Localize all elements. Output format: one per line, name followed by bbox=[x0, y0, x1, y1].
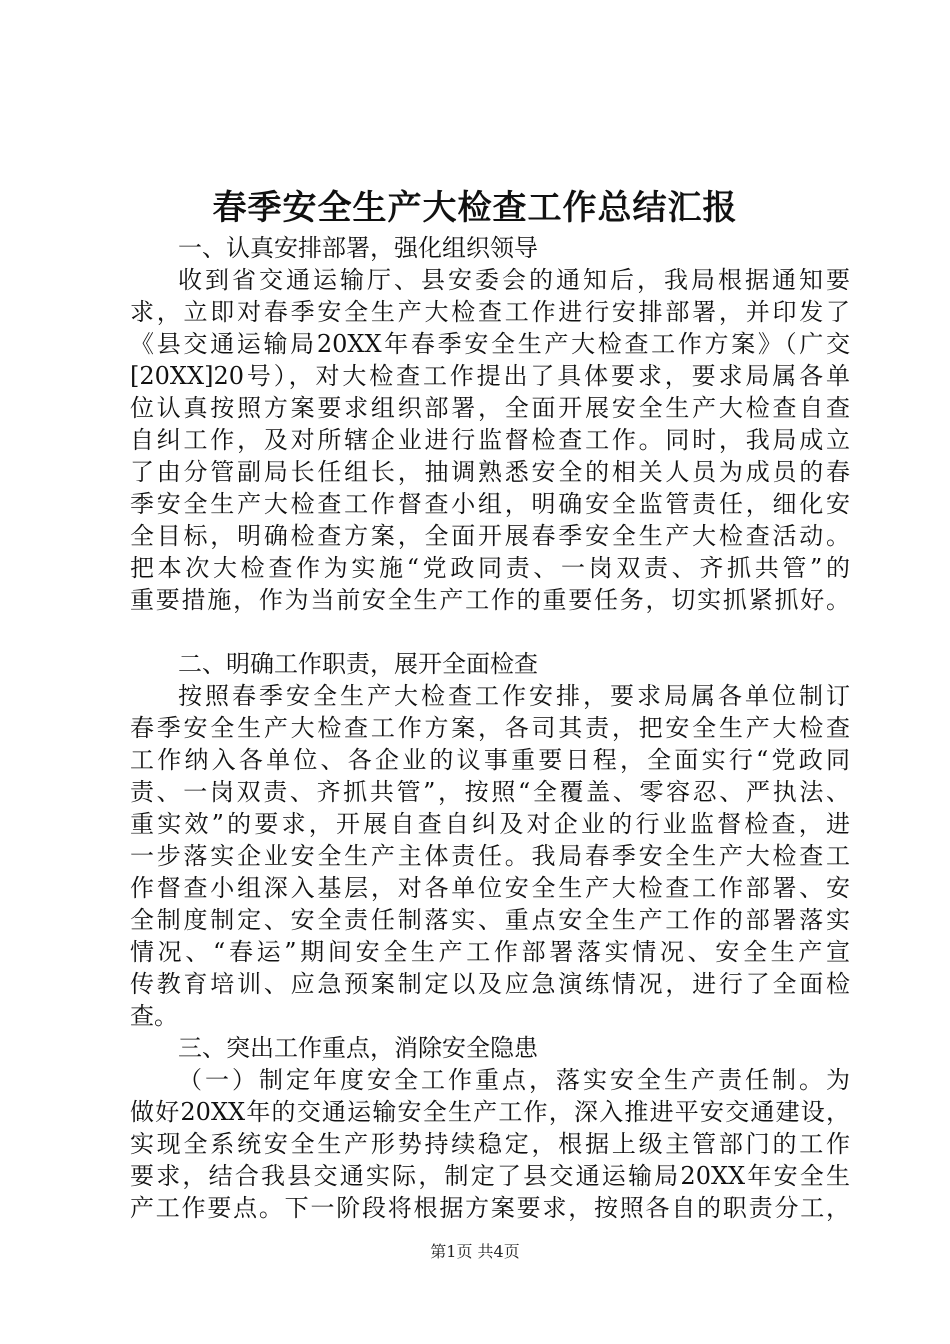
text-line: （一）制定年度安全工作重点，落实安全生产责任制。为 bbox=[178, 1066, 850, 1094]
text-line: 作督查小组深入基层，对各单位安全生产大检查工作部署、安 bbox=[130, 874, 850, 902]
text-line: 要求，结合我县交通实际，制定了县交通运输局20XX年安全生 bbox=[130, 1162, 850, 1190]
text-line: 责、一岗双责、齐抓共管”，按照“全覆盖、零容忍、严执法、 bbox=[130, 778, 850, 806]
text-line: 二、明确工作职责，展开全面检查 bbox=[178, 650, 538, 678]
text-line: 查。 bbox=[130, 1002, 178, 1030]
text-line: 把本次大检查作为实施“党政同责、一岗双责、齐抓共管”的 bbox=[130, 554, 850, 582]
text-line: 全制度制定、安全责任制落实、重点安全生产工作的部署落实 bbox=[130, 906, 850, 934]
page-footer: 第1页 共4页 bbox=[430, 1242, 520, 1261]
text-line: 一、认真安排部署，强化组织领导 bbox=[178, 234, 538, 262]
text-line: 收到省交通运输厅、县安委会的通知后，我局根据通知要 bbox=[178, 266, 850, 294]
text-line: 情况、“春运”期间安全生产工作部署落实情况、安全生产宣 bbox=[130, 938, 850, 966]
text-line: 按照春季安全生产大检查工作安排，要求局属各单位制订 bbox=[178, 682, 850, 710]
text-line: 季安全生产大检查工作督查小组，明确安全监管责任，细化安 bbox=[130, 490, 850, 518]
text-line: 实现全系统安全生产形势持续稳定，根据上级主管部门的工作 bbox=[130, 1130, 850, 1158]
text-line: 重要措施，作为当前安全生产工作的重要任务，切实抓紧抓好。 bbox=[130, 586, 850, 614]
text-line: 春季安全生产大检查工作方案，各司其责，把安全生产大检查 bbox=[130, 714, 850, 742]
text-line: 工作纳入各单位、各企业的议事重要日程，全面实行“党政同 bbox=[130, 746, 850, 774]
text-line: 全目标，明确检查方案，全面开展春季安全生产大检查活动。 bbox=[130, 522, 850, 550]
text-line: 一步落实企业安全生产主体责任。我局春季安全生产大检查工 bbox=[130, 842, 850, 870]
text-line: 重实效”的要求，开展自查自纠及对企业的行业监督检查，进 bbox=[130, 810, 850, 838]
document-body bbox=[130, 232, 850, 1224]
text-line: 自纠工作，及对所辖企业进行监督检查工作。同时，我局成立 bbox=[130, 426, 850, 454]
text-line: 了由分管副局长任组长，抽调熟悉安全的相关人员为成员的春 bbox=[130, 458, 850, 486]
document-title: 春季安全生产大检查工作总结汇报 bbox=[212, 188, 738, 228]
text-line: 《县交通运输局20XX年春季安全生产大检查工作方案》（广交 bbox=[130, 330, 850, 358]
text-line: [20XX]20号），对大检查工作提出了具体要求，要求局属各单 bbox=[130, 362, 850, 390]
text-line: 求，立即对春季安全生产大检查工作进行安排部署，并印发了 bbox=[130, 298, 850, 326]
text-line: 做好20XX年的交通运输安全生产工作，深入推进平安交通建设， bbox=[130, 1098, 850, 1126]
text-line: 三、突出工作重点，消除安全隐患 bbox=[178, 1034, 538, 1062]
text-line: 产工作要点。下一阶段将根据方案要求，按照各自的职责分工， bbox=[130, 1194, 850, 1222]
text-line: 位认真按照方案要求组织部署，全面开展安全生产大检查自查 bbox=[130, 394, 850, 422]
blank-line bbox=[130, 616, 850, 648]
text-line: 传教育培训、应急预案制定以及应急演练情况，进行了全面检 bbox=[130, 970, 850, 998]
